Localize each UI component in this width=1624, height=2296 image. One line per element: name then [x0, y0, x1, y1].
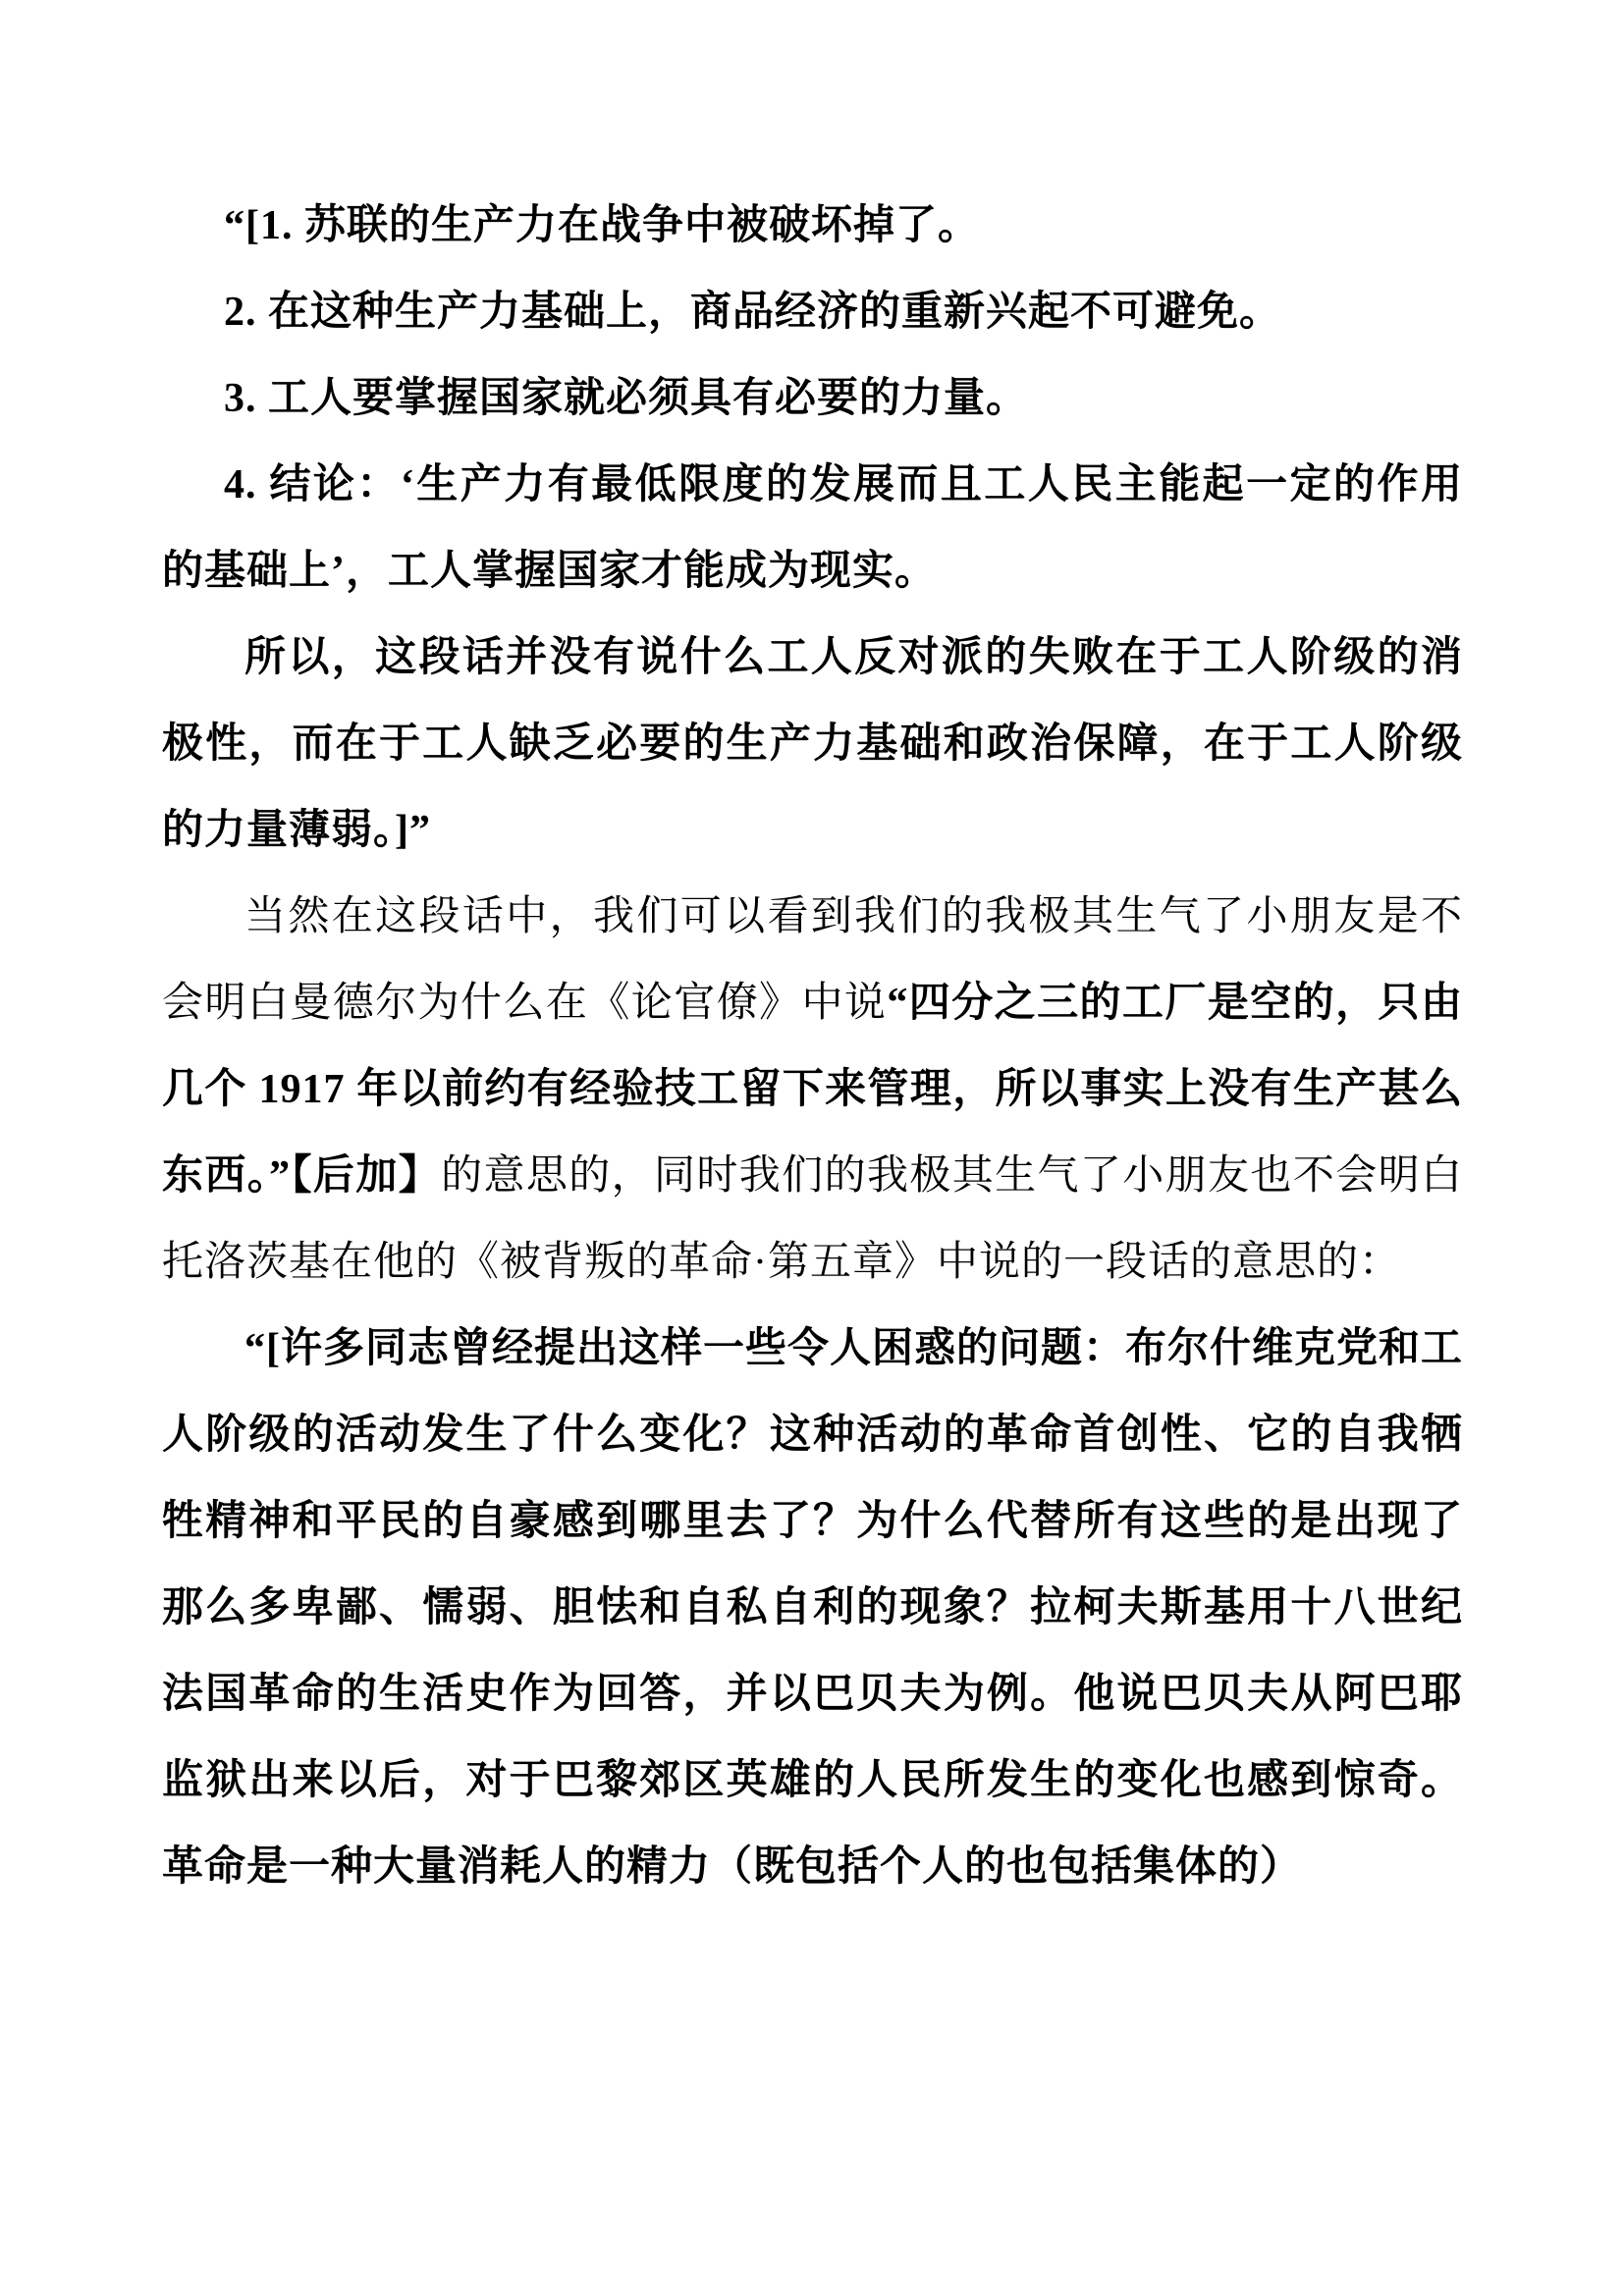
quoted-point-4: 4. 结论：‘生产力有最低限度的发展而且工人民主能起一定的作用的基础上’，工人掌握国家才能成为现实。 — [162, 462, 1463, 594]
document-content — [162, 183, 1463, 1910]
quoted-point-1: “[1. 苏联的生产力在战争中被破坏掉了。 — [224, 203, 980, 248]
commentary-paragraph — [162, 874, 1463, 1306]
commentary-text-lead: 当然在这段话中，我们可以看到我们的我极其生气了小朋友是不会明白曼德尔为什么在《论官僚》中说 — [162, 894, 1463, 1026]
commentary-text-tail: 的意思的，同时我们的我极其生气了小朋友也不会明白托洛茨基在他的《被背叛的革命·第五章》中说的一段话的意思的： — [162, 1153, 1463, 1285]
quoted-conclusion: 所以，这段话并没有说什么工人反对派的失败在于工人阶级的消极性，而在于工人缺乏必要的生产力基础和政治保障，在于工人阶级的力量薄弱。]” — [162, 635, 1463, 853]
trotsky-quote: “[许多同志曾经提出这样一些令人困惑的问题：布尔什维克党和工人阶级的活动发生了什么变化？这种活动的革命首创性、它的自我牺牲精神和平民的自豪感到哪里去了？为什么代替所有这些的是出现了那么多卑鄙、懦弱、胆怯和自私自利的现象？拉柯夫斯基用十八世纪法国革命的生活史作为回答，并以巴贝夫为例。他说巴贝夫从阿巴耶监狱出来以后，对于巴黎郊区英雄的人民所发生的变化也感到惊奇。革命是一种大量消耗人的精力（既包括个人的也包括集体的） — [162, 1326, 1463, 1890]
quoted-point-3: 3. 工人要掌握国家就必须具有必要的力量。 — [224, 376, 1029, 421]
quoted-point-2: 2. 在这种生产力基础上，商品经济的重新兴起不可避免。 — [224, 290, 1282, 335]
mandel-quote-bold: “四分之三的工厂是空的，只由几个 1917 年以前约有经验技工留下来管理，所以事实上没有生产甚么东西。”【后加】 — [162, 981, 1463, 1199]
